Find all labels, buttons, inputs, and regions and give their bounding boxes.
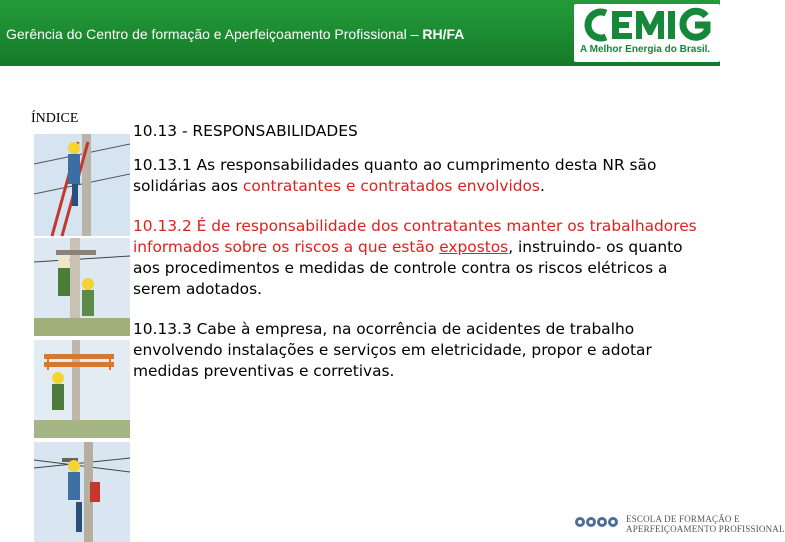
school-logo-text: [626, 514, 785, 534]
school-logo: [574, 509, 785, 537]
cemig-logo: [574, 4, 720, 62]
p2-highlight: 10.13.2 É de responsabilidade dos contratantes manter os trabalhadores informados sobre os riscos a que estão: [133, 217, 697, 256]
p1-text-a: 10.13.1 As responsabilidades quanto ao cumprimento desta NR são solidárias aos: [133, 156, 657, 195]
header-title-dept: RH/FA: [422, 26, 465, 42]
section-heading: 10.13 - RESPONSABILIDADES: [133, 122, 358, 140]
school-logo-icon: [574, 511, 624, 533]
pole-with-insulators-photo: [34, 340, 130, 438]
page-header-title: [6, 26, 464, 42]
p2-text: , instruindo- os quanto aos procedimentos e medidas de controle contra os riscos elétricos a serem adotados.: [133, 238, 683, 298]
paragraph-10-13-2: [133, 216, 703, 300]
index-link[interactable]: ÍNDICE: [31, 111, 79, 126]
lineman-on-pole-photo-2: [34, 442, 130, 542]
paragraph-10-13-1: [133, 155, 703, 197]
lineman-on-pole-photo: [34, 238, 130, 336]
p2-highlight-underlined: expostos: [439, 238, 509, 256]
sidebar: [26, 108, 130, 540]
cemig-wordmark-icon: [580, 7, 714, 43]
p1-text-b: .: [539, 177, 545, 195]
paragraph-10-13-3: 10.13.3 Cabe à empresa, na ocorrência de acidentes de trabalho envolvendo instalações e serviços em eletricidade, propor e adotar medidas preventivas e corretivas.: [133, 320, 652, 380]
cemig-slogan: A Melhor Energia do Brasil.: [580, 44, 711, 55]
school-logo-line1: ESCOLA DE FORMAÇÃO E: [626, 514, 740, 524]
header-bar: [0, 0, 720, 66]
main-content: [133, 121, 703, 382]
school-logo-line2: APERFEIÇOAMENTO PROFISSIONAL: [626, 524, 785, 534]
p1-highlight: contratantes e contratados envolvidos: [242, 177, 540, 195]
header-title-main: Gerência do Centro de formação e Aperfeiçoamento Profissional –: [6, 26, 419, 42]
lineman-on-ladder-photo: [34, 134, 130, 236]
